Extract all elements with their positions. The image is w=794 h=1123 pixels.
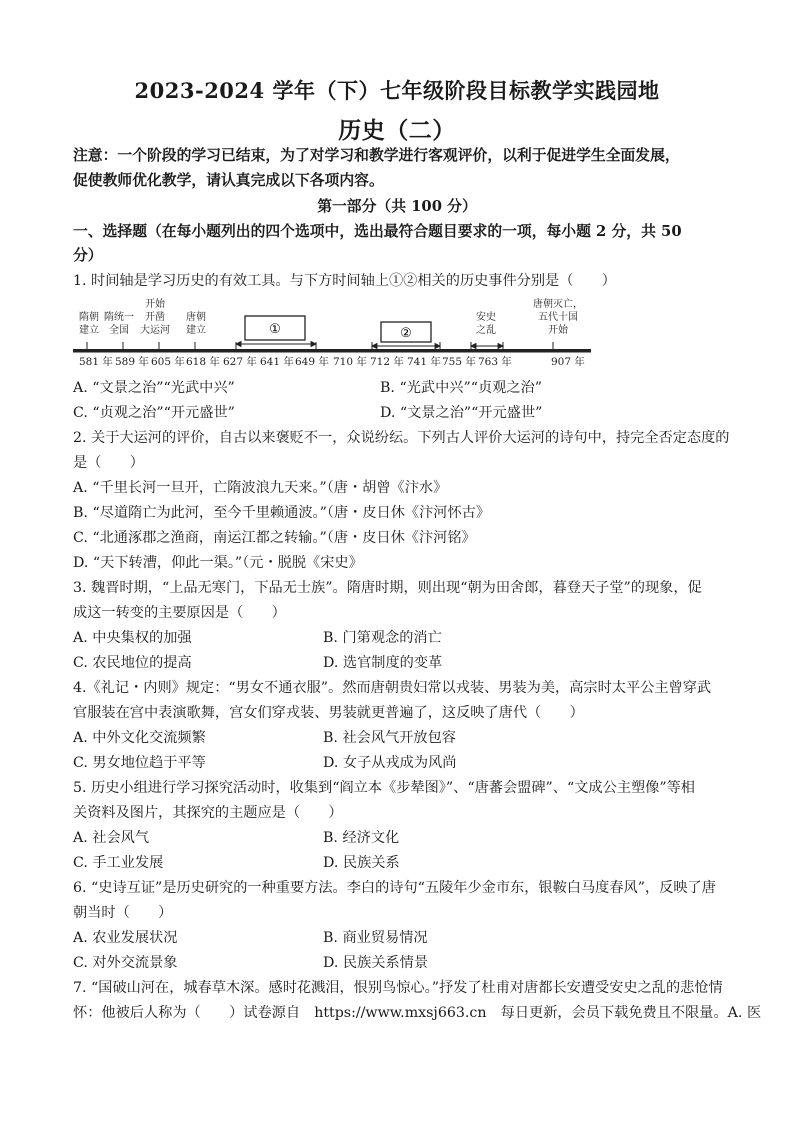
q5-stem-1: 5. 历史小组进行学习探究活动时，收集到“阎立本《步辇图》”、“唐蕃会盟碑”、“文成公主塑像”等相 xyxy=(73,780,695,796)
event-tang-fall-0: 唐朝灭亡， xyxy=(533,299,583,310)
q6-option-a: A. 农业发展状况 xyxy=(73,930,178,946)
q1-option-d: D. “文景之治”“开元盛世” xyxy=(380,405,543,421)
event-tang-founded-2: 建立 xyxy=(186,325,206,336)
q5-stem-2: 关资料及图片，其探究的主题应是（ ） xyxy=(73,805,343,821)
year-618: 618 年 xyxy=(186,356,220,368)
timeline-box-1-label: ① xyxy=(269,322,281,337)
year-755: 755 年 xyxy=(442,356,476,368)
year-763: 763 年 xyxy=(478,356,512,368)
q1-stem: 1. 时间轴是学习历史的有效工具。与下方时间轴上①②相关的历史事件分别是（ ） xyxy=(73,273,616,289)
q6-stem-1: 6. “史诗互证”是历史研究的一种重要方法。李白的诗句“五陵年少金市东，银鞍白马度春风”，反映了唐 xyxy=(73,880,716,896)
event-sui-unify-1: 隋统一 xyxy=(104,312,134,323)
event-canal-0: 开始 xyxy=(145,299,165,310)
year-581: 581 年 xyxy=(79,356,113,368)
q1-option-c: C. “贞观之治”“开元盛世” xyxy=(73,405,235,421)
year-712: 712 年 xyxy=(370,356,404,368)
q5-option-b: B. 经济文化 xyxy=(323,830,400,846)
q4-option-b: B. 社会风气开放包容 xyxy=(323,730,456,746)
q2-option-d: D. “天下转漕，仰此一渠。”（元・脱脱《宋史》 xyxy=(73,555,363,571)
q3-option-b: B. 门第观念的消亡 xyxy=(323,630,442,646)
part-heading: 第一部分（共 100 分） xyxy=(317,198,477,215)
event-tang-fall-1: 五代十国 xyxy=(538,312,578,323)
q2-option-a: A. “千里长河一旦开，亡隋波浪九天来。”（唐・胡曾《汴水》 xyxy=(73,480,448,496)
timeline-box-2-label: ② xyxy=(400,326,412,341)
exam-subtitle: 历史（二） xyxy=(338,117,456,144)
q1-option-a: A. “文景之治”“光武中兴” xyxy=(73,380,235,396)
timeline-axis xyxy=(73,349,591,353)
q6-stem-2: 朝当时（ ） xyxy=(73,905,173,921)
q5-option-d: D. 民族关系 xyxy=(323,855,400,871)
event-sui-founded-2: 建立 xyxy=(79,325,99,336)
event-tang-founded-1: 唐朝 xyxy=(186,312,206,323)
year-710: 710 年 xyxy=(333,356,367,368)
q5-option-c: C. 手工业发展 xyxy=(73,855,164,871)
year-741: 741 年 xyxy=(407,356,441,368)
q7-stem-1: 7. “国破山河在，城春草木深。感时花溅泪，恨别鸟惊心。”抒发了杜甫对唐都长安遭受安史之乱的悲怆情 xyxy=(73,980,723,996)
q1-option-b: B. “光武中兴”“贞观之治” xyxy=(380,380,542,396)
q3-option-c: C. 农民地位的提高 xyxy=(73,655,192,671)
year-641: 641 年 xyxy=(260,356,294,368)
q2-stem-2: 是（ ） xyxy=(73,455,144,471)
q4-option-d: D. 女子从戎成为风尚 xyxy=(323,755,457,771)
year-589: 589 年 xyxy=(115,356,149,368)
q3-option-a: A. 中央集权的加强 xyxy=(73,630,192,646)
year-605: 605 年 xyxy=(151,356,185,368)
q3-stem-1: 3. 魏晋时期，“上品无寒门，下品无士族”。隋唐时期，则出现“朝为田舍郎，暮登天子堂”的现象，促 xyxy=(73,580,702,596)
event-tang-fall-2: 开始 xyxy=(548,325,568,336)
q2-option-b: B. “尽道隋亡为此河，至今千里赖通波。”（唐・皮日休《汴河怀古》 xyxy=(73,505,491,521)
q2-option-c: C. “北通涿郡之渔商，南运江都之转输。”（唐・皮日休《汴河铭》 xyxy=(73,530,476,546)
q6-option-d: D. 民族关系情景 xyxy=(323,955,429,971)
event-canal-1: 开凿 xyxy=(145,312,165,323)
event-sui-founded-1: 隋朝 xyxy=(79,312,99,323)
notice-line-2: 促使教师优化教学，请认真完成以下各项内容。 xyxy=(73,172,384,189)
q3-stem-2: 成这一转变的主要原因是（ ） xyxy=(73,605,286,621)
event-sui-unify-2: 全国 xyxy=(109,325,129,336)
section-heading: 一、选择题（在每小题列出的四个选项中，选出最符合题目要求的一项，每小题 2 分，共 50 xyxy=(73,223,682,240)
year-907: 907 年 xyxy=(551,356,585,368)
q2-stem-1: 2. 关于大运河的评价，自古以来褒贬不一，众说纷纭。下列古人评价大运河的诗句中，持完全否定态度的 xyxy=(73,430,730,446)
q5-option-a: A. 社会风气 xyxy=(73,830,150,846)
q4-stem-1: 4.《礼记・内则》规定：“男女不通衣服”。然而唐朝贵妇常以戎装、男装为美，高宗时太平公主曾穿武 xyxy=(73,680,712,696)
section-heading-cont: 分） xyxy=(73,247,103,264)
q3-option-d: D. 选官制度的变革 xyxy=(323,655,443,671)
q6-option-c: C. 对外交流景象 xyxy=(73,955,178,971)
q4-option-c: C. 男女地位趋于平等 xyxy=(73,755,206,771)
event-canal-2: 大运河 xyxy=(140,325,170,336)
q6-option-b: B. 商业贸易情况 xyxy=(323,930,428,946)
year-649: 649 年 xyxy=(295,356,329,368)
timeline-figure xyxy=(73,296,593,368)
year-627: 627 年 xyxy=(223,356,257,368)
q4-stem-2: 官服装在宫中表演歌舞，宫女们穿戎装、男装就更普遍了，这反映了唐代（ ） xyxy=(73,705,584,721)
event-anshi-2: 之乱 xyxy=(476,325,496,336)
exam-title: 2023-2024 学年（下）七年级阶段目标教学实践园地 xyxy=(134,78,660,103)
q4-option-a: A. 中外文化交流频繁 xyxy=(73,730,206,746)
q7-stem-2: 怀：他被后人称为（ ）试卷源自 https://www.mxsj663.cn 每日更新，会员下载免费且不限量。A. 医 xyxy=(73,1005,762,1021)
event-anshi-1: 安史 xyxy=(476,312,496,323)
notice-line-1: 注意：一个阶段的学习已结束，为了对学习和教学进行客观评价，以利于促进学生全面发展， xyxy=(73,147,680,164)
